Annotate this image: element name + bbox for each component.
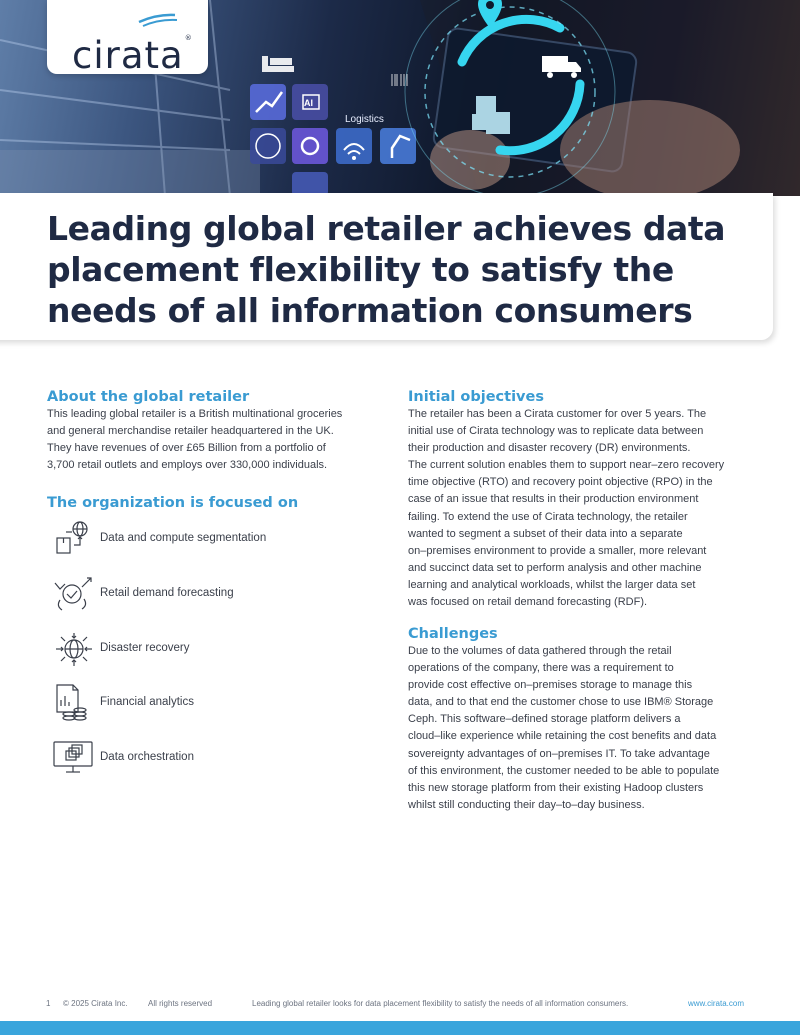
challenges-line: whilst still conducting their day–to–day business.: [408, 798, 645, 811]
forecast-check-icon: [52, 575, 94, 615]
title-line: needs of all information consumers: [47, 291, 693, 330]
focus-item: [52, 575, 352, 615]
focus-item: [52, 520, 352, 560]
logo-card: [47, 0, 208, 77]
objectives-line: wanted to segment a subset of their data into a separate: [408, 527, 683, 540]
objectives-line: The current solution enables them to support near–zero recovery: [408, 459, 725, 472]
focus-item-label: Retail demand forecasting: [100, 587, 234, 599]
ship-icon: [262, 56, 294, 72]
objectives-heading: Initial objectives: [408, 389, 544, 405]
challenges-heading: Challenges: [408, 626, 498, 642]
page-number: 1: [46, 999, 51, 1008]
objectives-line: time objective (RTO) and recovery point objective (RPO) in the: [408, 476, 713, 489]
objectives-line: on–premises environment to provide a smaller, more relevant: [408, 544, 707, 557]
box-globe-icon: [52, 520, 94, 560]
challenges-line: provide cost effective on–premises storage to manage this: [408, 679, 693, 692]
title-line: placement flexibility to satisfy the: [47, 250, 674, 289]
copyright: © 2025 Cirata Inc.: [63, 999, 128, 1008]
objectives-line: was focused on retail demand forecasting (RDF).: [408, 596, 648, 609]
objectives-line: failing. To extend the use of Cirata technology, the retailer: [408, 510, 688, 523]
focus-item: [52, 630, 352, 670]
hero-image: [0, 0, 800, 196]
about-line: This leading global retailer is a British multinational groceries: [47, 408, 343, 420]
about-paragraph: [47, 406, 342, 474]
footer: [46, 999, 756, 1013]
challenges-line: Ceph. This software–defined storage platform delivers a: [408, 713, 681, 726]
objectives-line: learning and analytical workloads, whilst the larger data set: [408, 578, 696, 591]
challenges-line: operations of the company, there was a requirement to: [408, 662, 674, 675]
focus-item: [52, 739, 352, 779]
report-coins-icon: [52, 684, 94, 724]
about-line: and general merchandise retailer headquartered in the UK.: [47, 425, 334, 438]
logo[interactable]: [72, 16, 193, 78]
challenges-line: of this environment, the customer needed to be able to populate: [408, 764, 720, 777]
rights-reserved: All rights reserved: [148, 999, 213, 1008]
challenges-paragraph: [408, 643, 719, 814]
focus-item-label: Data orchestration: [100, 751, 194, 763]
logo-text: cirata: [72, 34, 184, 77]
objectives-line: and succinct data set to perform analysis and other machine: [408, 561, 702, 574]
globe-arrows-icon: [52, 630, 94, 670]
challenges-line: sovereignty advantages of on–premises IT. To take advantage: [408, 747, 710, 760]
focus-heading: The organization is focused on: [47, 495, 299, 511]
about-line: They have revenues of over £65 Billion from a portfolio of: [47, 442, 326, 455]
logo-trademark: ®: [184, 34, 193, 42]
objectives-paragraph: [408, 406, 724, 611]
objectives-line: case of an issue that results in their production environment: [408, 493, 699, 506]
challenges-line: Due to the volumes of data gathered through the retail: [408, 645, 672, 657]
challenges-line: data, and to that end the customer chose to use IBM® Storage: [408, 696, 714, 709]
objectives-line: initial use of Cirata technology was to replicate data between: [408, 425, 704, 438]
footer-caption: Leading global retailer looks for data placement flexibility to satisfy the needs of all information consumers.: [252, 999, 629, 1008]
focus-item-label: Disaster recovery: [100, 642, 190, 654]
objectives-line: The retailer has been a Cirata customer for over 5 years. The: [408, 408, 707, 420]
bottom-bar: [0, 1021, 800, 1035]
page-title: [47, 208, 747, 331]
challenges-line: this new storage platform from their existing Hadoop clusters: [408, 781, 704, 794]
logistics-label: Logistics: [345, 114, 384, 125]
ai-badge: AI: [304, 98, 313, 108]
focus-item-label: Financial analytics: [100, 696, 194, 708]
about-heading: About the global retailer: [47, 389, 250, 405]
icon-tiles: [250, 84, 416, 196]
focus-item: [52, 684, 352, 724]
title-card: [0, 193, 773, 340]
challenges-line: cloud–like experience while retaining the cost benefits and data: [408, 730, 717, 743]
monitor-stack-icon: [52, 739, 94, 779]
objectives-line: their production and disaster recovery (DR) environments.: [408, 442, 691, 455]
about-line: 3,700 retail outlets and employs over 330,000 individuals.: [47, 459, 328, 472]
title-line: Leading global retailer achieves data: [47, 209, 726, 248]
website-link[interactable]: www.cirata.com: [688, 999, 745, 1008]
focus-item-label: Data and compute segmentation: [100, 532, 267, 544]
